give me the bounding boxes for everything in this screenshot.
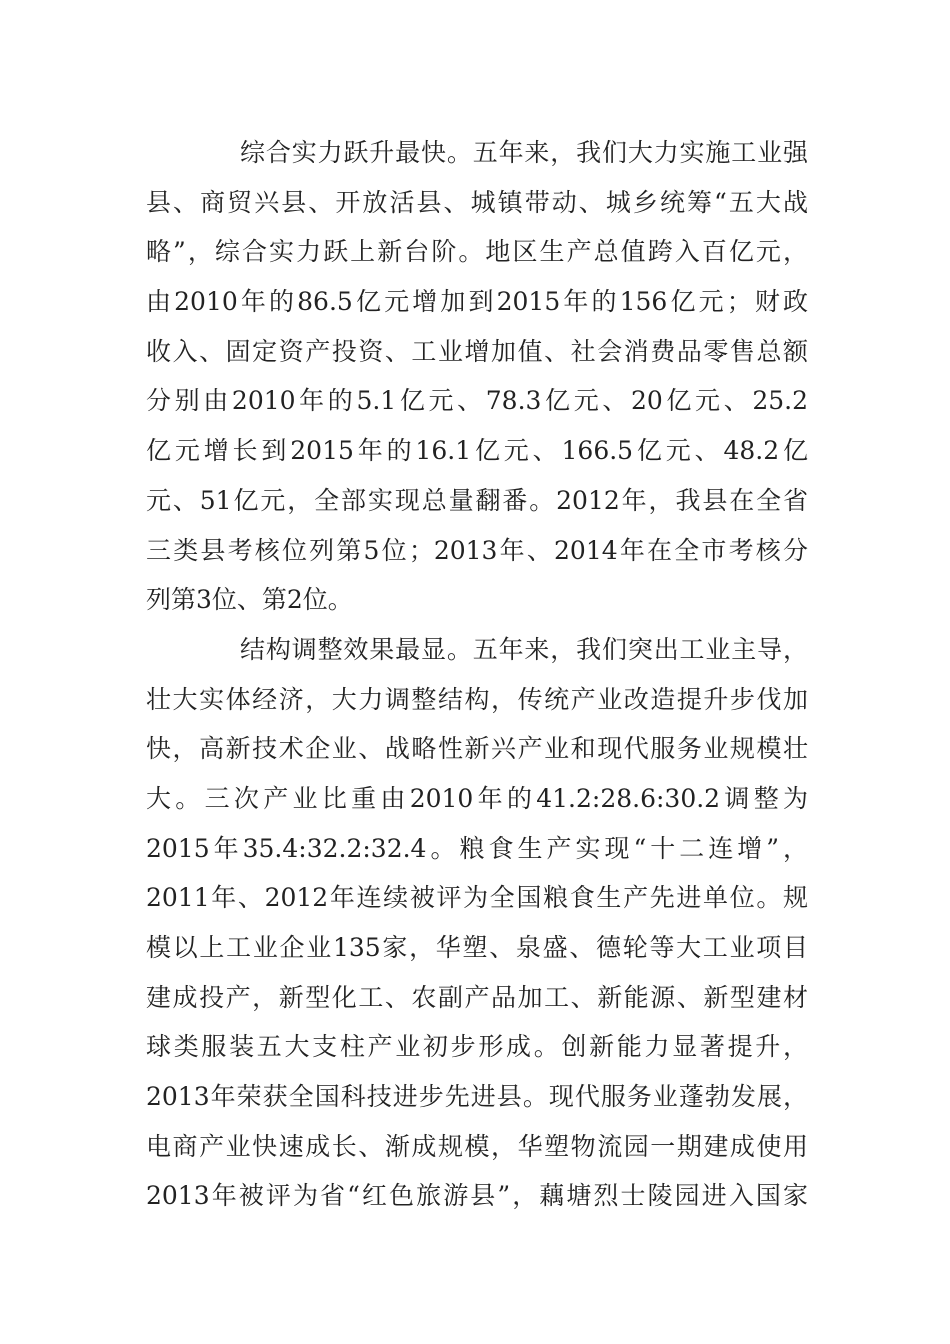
paragraph-line: 元、51亿元，全部实现总量翻番。2012年，我县在全省 [146,485,808,515]
paragraph-line: 电商产业快速成长、渐成规模，华塑物流园一期建成使用 [146,1131,808,1161]
paragraph-line: 快，高新技术企业、战略性新兴产业和现代服务业规模壮 [146,734,808,764]
paragraph-line: 综合实力跃升最快。五年来，我们大力实施工业强 [240,138,808,167]
paragraph-line: 2011年、2012年连续被评为全国粮食生产先进单位。规 [146,883,808,913]
document-body [146,128,808,1221]
paragraph-line: 建成投产，新型化工、农副产品加工、新能源、新型建材 [146,982,808,1012]
paragraph-line: 2013年被评为省“红色旅游县”，藕塘烈士陵园进入国家 [146,1181,808,1211]
paragraph-line: 列第3位、第2位。 [146,585,353,615]
paragraph-line: 2013年荣获全国科技进步先进县。现代服务业蓬勃发展， [146,1082,808,1112]
paragraph-line: 大。三次产业比重由2010年的41.2:28.6:30.2调整为 [146,783,808,813]
paragraph-line: 壮大实体经济，大力调整结构，传统产业改造提升步伐加 [146,684,808,714]
paragraph-line: 由2010年的86.5亿元增加到2015年的156亿元；财政 [146,287,808,317]
paragraph-overall-strength [146,128,808,625]
paragraph-line: 三类县考核位列第5位；2013年、2014年在全市考核分 [146,535,808,565]
paragraph-line: 收入、固定资产投资、工业增加值、社会消费品零售总额 [146,336,808,366]
paragraph-line: 模以上工业企业135家，华塑、泉盛、德轮等大工业项目 [146,933,808,962]
paragraph-line: 略”，综合实力跃上新台阶。地区生产总值跨入百亿元， [146,237,808,267]
paragraph-line: 分别由2010年的5.1亿元、78.3亿元、20亿元、25.2 [146,386,808,416]
paragraph-structural-adjustment [146,625,808,1221]
paragraph-line: 球类服装五大支柱产业初步形成。创新能力显著提升， [146,1032,808,1062]
paragraph-line: 县、商贸兴县、开放活县、城镇带动、城乡统筹“五大战 [146,187,808,217]
paragraph-line: 亿元增长到2015年的16.1亿元、166.5亿元、48.2亿 [146,436,808,466]
paragraph-line: 2015年35.4:32.2:32.4。粮食生产实现“十二连增”， [146,833,808,863]
paragraph-line: 结构调整效果最显。五年来，我们突出工业主导， [240,634,808,664]
